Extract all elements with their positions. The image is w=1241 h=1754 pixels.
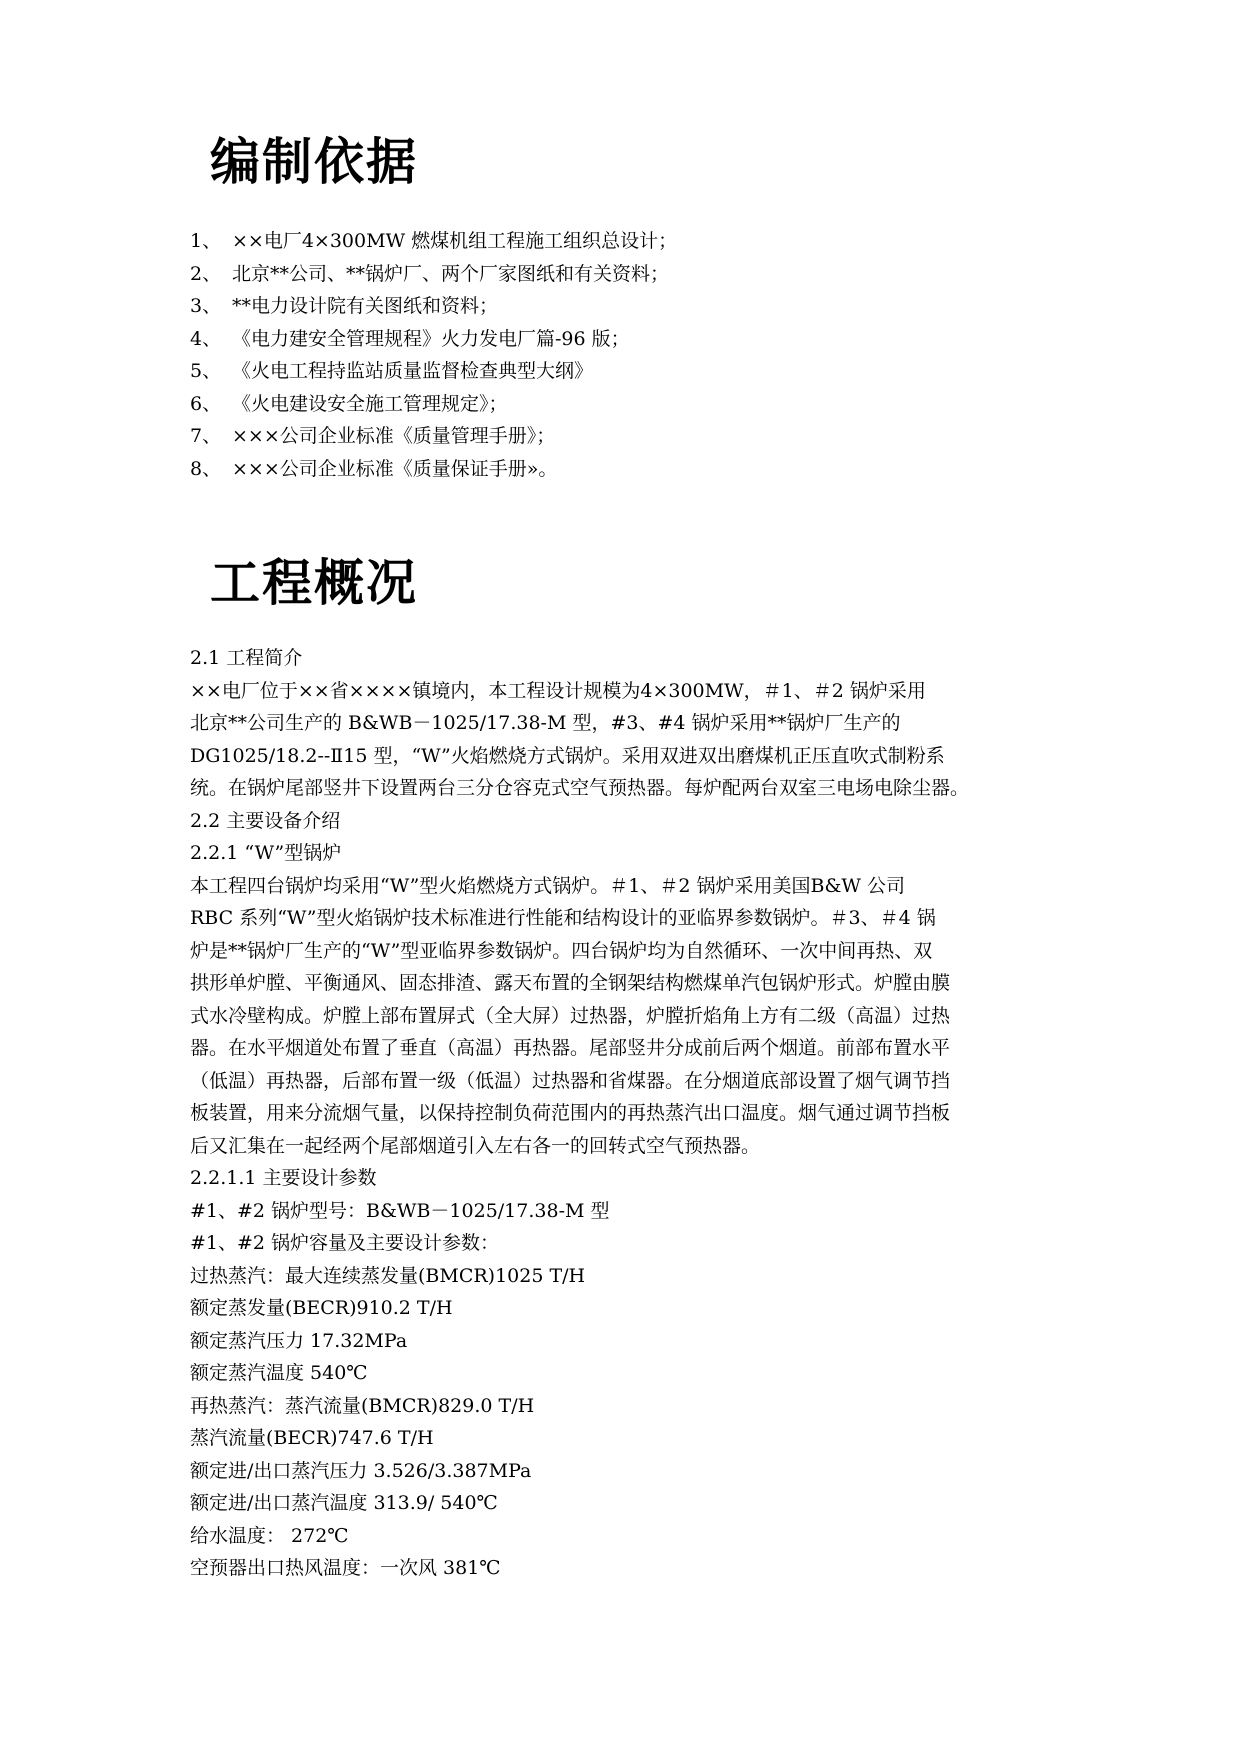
- parameter-line: 额定蒸发量(BECR)910.2 T/H: [190, 1297, 453, 1319]
- paragraph-line: ××电厂位于××省××××镇境内，本工程设计规模为4×300MW，＃1、＃2 锅炉采用: [190, 679, 926, 702]
- parameter-line: 额定进/出口蒸汽压力 3.526/3.387MPa: [190, 1459, 532, 1482]
- subsection-heading: 2.2 主要设备介绍: [190, 809, 341, 832]
- list-item-number: 1、: [190, 230, 222, 252]
- paragraph-line: 统。在锅炉尾部竖井下设置两台三分仓容克式空气预热器。每炉配两台双室三电场电除尘器。: [190, 777, 970, 799]
- list-item: [190, 290, 1090, 323]
- parameter-line: 蒸汽流量(BECR)747.6 T/H: [190, 1427, 434, 1449]
- list-item-number: 3、: [190, 295, 222, 317]
- parameter-line: 给水温度： 272℃: [190, 1524, 349, 1547]
- section-title-overview: 工程概况: [210, 554, 418, 612]
- list-item-text: ×××公司企业标准《质量保证手册»。: [232, 457, 558, 480]
- paragraph-line: 后又汇集在一起经两个尾部烟道引入左右各一的回转式空气预热器。: [190, 1134, 761, 1157]
- parameter-line: #1、#2 锅炉型号：B&WB－1025/17.38-M 型: [190, 1199, 610, 1222]
- list-item: [190, 420, 1090, 453]
- list-item-text: 《电力建安全管理规程》火力发电厂篇-96 版；: [232, 327, 630, 350]
- paragraph-line: RBC 系列“W”型火焰锅炉技术标准进行性能和结构设计的亚临界参数锅炉。＃3、＃4 锅: [190, 907, 936, 929]
- parameter-line: 额定蒸汽温度 540℃: [190, 1362, 368, 1384]
- list-item-text: ××电厂4×300MW 燃煤机组工程施工组织总设计；: [232, 230, 678, 252]
- basis-list: [190, 225, 1090, 485]
- list-item: [190, 258, 1090, 291]
- list-item-number: 5、: [190, 360, 222, 382]
- parameter-line: #1、#2 锅炉容量及主要设计参数：: [190, 1232, 500, 1254]
- paragraph-line: 炉是**锅炉厂生产的“W”型亚临界参数锅炉。四台锅炉均为自然循环、一次中间再热、双: [190, 939, 933, 962]
- subsection-heading: 2.1 工程简介: [190, 647, 303, 669]
- list-item-text: 《火电建设安全施工管理规定》；: [232, 392, 508, 415]
- parameter-line: 空预器出口热风温度：一次风 381℃: [190, 1557, 501, 1579]
- paragraph-line: （低温）再热器，后部布置一级（低温）过热器和省煤器。在分烟道底部设置了烟气调节挡: [190, 1069, 951, 1092]
- paragraph-line: 拱形单炉膛、平衡通风、固态排渣、露天布置的全钢架结构燃煤单汽包锅炉形式。炉膛由膜: [190, 972, 951, 994]
- list-item: [190, 453, 1090, 486]
- list-item: [190, 323, 1090, 356]
- list-item-text: **电力设计院有关图纸和资料；: [232, 295, 499, 317]
- paragraph-line: DG1025/18.2--Ⅱ15 型，“W”火焰燃烧方式锅炉。采用双进双出磨煤机正压直吹式制粉系: [190, 744, 945, 767]
- paragraph-line: 器。在水平烟道处布置了垂直（高温）再热器。尾部竖井分成前后两个烟道。前部布置水平: [190, 1037, 951, 1059]
- paragraph-line: 板装置，用来分流烟气量，以保持控制负荷范围内的再热蒸汽出口温度。烟气通过调节挡板: [190, 1102, 951, 1124]
- parameter-line: 额定蒸汽压力 17.32MPa: [190, 1329, 408, 1352]
- list-item: [190, 355, 1090, 388]
- list-item-number: 8、: [190, 457, 222, 480]
- parameter-line: 再热蒸汽：蒸汽流量(BMCR)829.0 T/H: [190, 1394, 535, 1417]
- parameter-line: 额定进/出口蒸汽温度 313.9/ 540℃: [190, 1492, 498, 1514]
- list-item-number: 7、: [190, 425, 222, 447]
- subsection-heading: 2.2.1 “W”型锅炉: [190, 842, 342, 864]
- list-item-number: 4、: [190, 327, 222, 350]
- list-item-number: 2、: [190, 262, 222, 285]
- list-item: [190, 225, 1090, 258]
- paragraph-line: 本工程四台锅炉均采用“W”型火焰燃烧方式锅炉。＃1、＃2 锅炉采用美国B&W 公司: [190, 874, 905, 897]
- list-item-text: 《火电工程持监站质量监督检查典型大纲》: [232, 360, 594, 382]
- overview-body: [190, 642, 1060, 1585]
- parameter-line: 过热蒸汽：最大连续蒸发量(BMCR)1025 T/H: [190, 1264, 586, 1287]
- subsection-heading: 2.2.1.1 主要设计参数: [190, 1167, 377, 1189]
- list-item-number: 6、: [190, 392, 222, 415]
- section-title-basis: 编制依据: [210, 133, 418, 191]
- list-item-text: 北京**公司、**锅炉厂、两个厂家图纸和有关资料；: [232, 262, 670, 285]
- paragraph-line: 北京**公司生产的 B&WB－1025/17.38-M 型，#3、#4 锅炉采用**锅炉厂生产的: [190, 712, 901, 734]
- list-item-text: ×××公司企业标准《质量管理手册》；: [232, 425, 556, 447]
- paragraph-line: 式水冷壁构成。炉膛上部布置屏式（全大屏）过热器，炉膛折焰角上方有二级（高温）过热: [190, 1004, 951, 1027]
- list-item: [190, 388, 1090, 421]
